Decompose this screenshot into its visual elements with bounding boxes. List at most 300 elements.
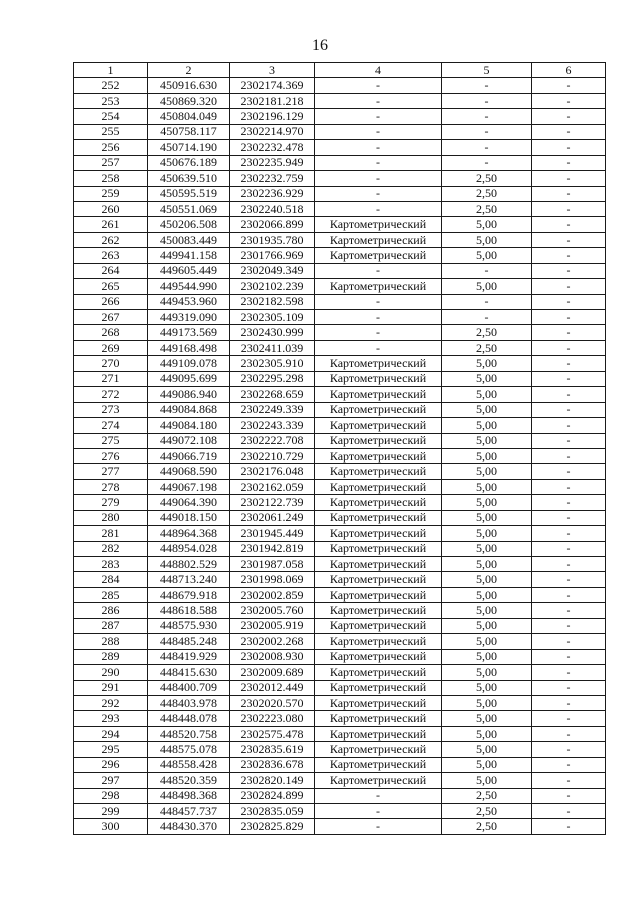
table-cell-col-5: 5,00 xyxy=(442,726,532,741)
table-cell-col-2: 450639.510 xyxy=(148,171,230,186)
table-cell-col-3: 2302162.059 xyxy=(230,479,315,494)
table-cell-col-4: - xyxy=(315,804,442,819)
table-cell-col-5: 5,00 xyxy=(442,433,532,448)
table-cell-col-1: 272 xyxy=(74,387,148,402)
table-cell-col-5: - xyxy=(442,294,532,309)
table-cell-col-2: 448713.240 xyxy=(148,572,230,587)
table-cell-col-5: 5,00 xyxy=(442,402,532,417)
table-row xyxy=(74,711,606,726)
table-cell-col-6: - xyxy=(532,819,606,834)
table-cell-col-1: 287 xyxy=(74,618,148,633)
table-cell-col-5: 5,00 xyxy=(442,649,532,664)
table-row xyxy=(74,819,606,834)
table-cell-col-6: - xyxy=(532,572,606,587)
table-row xyxy=(74,217,606,232)
table-cell-col-4: - xyxy=(315,819,442,834)
table-cell-col-3: 2302002.859 xyxy=(230,587,315,602)
table-row xyxy=(74,371,606,386)
table-cell-col-2: 448575.930 xyxy=(148,618,230,633)
table-cell-col-3: 2302232.478 xyxy=(230,140,315,155)
table-cell-col-3: 2302210.729 xyxy=(230,448,315,463)
table-cell-col-1: 288 xyxy=(74,634,148,649)
table-cell-col-6: - xyxy=(532,557,606,572)
column-header-4: 4 xyxy=(315,63,442,78)
table-row xyxy=(74,263,606,278)
table-cell-col-1: 276 xyxy=(74,448,148,463)
table-cell-col-2: 449168.498 xyxy=(148,340,230,355)
table-row xyxy=(74,186,606,201)
table-cell-col-3: 2301766.969 xyxy=(230,248,315,263)
table-cell-col-6: - xyxy=(532,310,606,325)
table-cell-col-1: 277 xyxy=(74,464,148,479)
table-cell-col-2: 450714.190 xyxy=(148,140,230,155)
table-row xyxy=(74,325,606,340)
table-cell-col-6: - xyxy=(532,325,606,340)
table-cell-col-5: - xyxy=(442,93,532,108)
table-cell-col-5: - xyxy=(442,124,532,139)
table-cell-col-2: 449544.990 xyxy=(148,279,230,294)
table-cell-col-6: - xyxy=(532,541,606,556)
table-cell-col-6: - xyxy=(532,726,606,741)
table-cell-col-4: Картометрический xyxy=(315,479,442,494)
table-cell-col-5: 2,50 xyxy=(442,819,532,834)
table-body xyxy=(74,78,606,834)
table-cell-col-1: 286 xyxy=(74,603,148,618)
table-cell-col-2: 448802.529 xyxy=(148,557,230,572)
table-row xyxy=(74,279,606,294)
table-cell-col-6: - xyxy=(532,124,606,139)
table-cell-col-2: 449068.590 xyxy=(148,464,230,479)
table-cell-col-1: 284 xyxy=(74,572,148,587)
table-cell-col-5: 5,00 xyxy=(442,526,532,541)
table-cell-col-4: Картометрический xyxy=(315,680,442,695)
table-cell-col-5: - xyxy=(442,310,532,325)
table-row xyxy=(74,232,606,247)
table-cell-col-6: - xyxy=(532,510,606,525)
table-cell-col-6: - xyxy=(532,402,606,417)
table-cell-col-3: 2302249.339 xyxy=(230,402,315,417)
table-cell-col-5: 2,50 xyxy=(442,325,532,340)
table-cell-col-2: 449067.198 xyxy=(148,479,230,494)
table-row xyxy=(74,479,606,494)
table-cell-col-2: 450758.117 xyxy=(148,124,230,139)
table-cell-col-3: 2302049.349 xyxy=(230,263,315,278)
table-cell-col-2: 448485.248 xyxy=(148,634,230,649)
table-cell-col-6: - xyxy=(532,788,606,803)
table-cell-col-4: Картометрический xyxy=(315,603,442,618)
table-row xyxy=(74,448,606,463)
column-header-1: 1 xyxy=(74,63,148,78)
table-cell-col-1: 278 xyxy=(74,479,148,494)
table-cell-col-1: 256 xyxy=(74,140,148,155)
table-cell-col-4: Картометрический xyxy=(315,572,442,587)
table-cell-col-3: 2301935.780 xyxy=(230,232,315,247)
table-row xyxy=(74,78,606,93)
table-cell-col-2: 448520.758 xyxy=(148,726,230,741)
table-cell-col-3: 2302411.039 xyxy=(230,340,315,355)
table-row xyxy=(74,557,606,572)
table-cell-col-6: - xyxy=(532,356,606,371)
table-row xyxy=(74,742,606,757)
table-cell-col-5: 5,00 xyxy=(442,665,532,680)
table-cell-col-4: - xyxy=(315,340,442,355)
table-row xyxy=(74,418,606,433)
table-cell-col-6: - xyxy=(532,155,606,170)
header-row xyxy=(74,63,606,78)
table-cell-col-3: 2301998.069 xyxy=(230,572,315,587)
table-cell-col-2: 449453.960 xyxy=(148,294,230,309)
table-cell-col-5: 5,00 xyxy=(442,557,532,572)
table-cell-col-1: 289 xyxy=(74,649,148,664)
table-cell-col-3: 2302835.619 xyxy=(230,742,315,757)
table-cell-col-4: - xyxy=(315,155,442,170)
table-cell-col-6: - xyxy=(532,109,606,124)
table-cell-col-5: 5,00 xyxy=(442,371,532,386)
table-row xyxy=(74,402,606,417)
table-row xyxy=(74,618,606,633)
table-row xyxy=(74,464,606,479)
table-cell-col-2: 449086.940 xyxy=(148,387,230,402)
table-cell-col-6: - xyxy=(532,140,606,155)
table-cell-col-4: - xyxy=(315,78,442,93)
table-cell-col-3: 2302820.149 xyxy=(230,773,315,788)
table-header xyxy=(74,63,606,78)
table-row xyxy=(74,433,606,448)
table-cell-col-4: - xyxy=(315,294,442,309)
table-cell-col-1: 257 xyxy=(74,155,148,170)
table-cell-col-1: 261 xyxy=(74,217,148,232)
table-cell-col-3: 2302214.970 xyxy=(230,124,315,139)
table-cell-col-5: 2,50 xyxy=(442,186,532,201)
table-cell-col-1: 296 xyxy=(74,757,148,772)
table-cell-col-1: 280 xyxy=(74,510,148,525)
table-cell-col-1: 285 xyxy=(74,587,148,602)
table-cell-col-5: 5,00 xyxy=(442,680,532,695)
table-row xyxy=(74,665,606,680)
table-cell-col-3: 2302181.218 xyxy=(230,93,315,108)
table-cell-col-3: 2301945.449 xyxy=(230,526,315,541)
coordinates-table xyxy=(73,62,606,835)
page-number: 16 xyxy=(312,37,328,54)
table-cell-col-1: 252 xyxy=(74,78,148,93)
table-cell-col-4: Картометрический xyxy=(315,649,442,664)
column-header-3: 3 xyxy=(230,63,315,78)
table-cell-col-1: 266 xyxy=(74,294,148,309)
table-cell-col-5: 2,50 xyxy=(442,788,532,803)
table-cell-col-6: - xyxy=(532,78,606,93)
table-row xyxy=(74,140,606,155)
table-cell-col-2: 450869.320 xyxy=(148,93,230,108)
table-cell-col-5: - xyxy=(442,78,532,93)
table-cell-col-2: 450916.630 xyxy=(148,78,230,93)
table-cell-col-2: 448964.368 xyxy=(148,526,230,541)
table-cell-col-4: Картометрический xyxy=(315,757,442,772)
table-cell-col-1: 293 xyxy=(74,711,148,726)
table-cell-col-5: 5,00 xyxy=(442,495,532,510)
table-cell-col-4: - xyxy=(315,325,442,340)
table-cell-col-1: 297 xyxy=(74,773,148,788)
table-cell-col-1: 290 xyxy=(74,665,148,680)
table-row xyxy=(74,695,606,710)
table-cell-col-6: - xyxy=(532,371,606,386)
table-cell-col-2: 448679.918 xyxy=(148,587,230,602)
table-cell-col-1: 282 xyxy=(74,541,148,556)
column-header-6: 6 xyxy=(532,63,606,78)
table-row xyxy=(74,124,606,139)
table-cell-col-5: 5,00 xyxy=(442,510,532,525)
table-row xyxy=(74,93,606,108)
table-cell-col-3: 2302430.999 xyxy=(230,325,315,340)
table-cell-col-2: 450595.519 xyxy=(148,186,230,201)
table-cell-col-5: 5,00 xyxy=(442,248,532,263)
table-cell-col-4: Картометрический xyxy=(315,711,442,726)
table-cell-col-5: 2,50 xyxy=(442,171,532,186)
table-cell-col-5: 5,00 xyxy=(442,773,532,788)
table-cell-col-4: Картометрический xyxy=(315,726,442,741)
table-cell-col-3: 2302066.899 xyxy=(230,217,315,232)
table-row xyxy=(74,587,606,602)
table-cell-col-4: - xyxy=(315,263,442,278)
table-cell-col-2: 448457.737 xyxy=(148,804,230,819)
table-cell-col-6: - xyxy=(532,680,606,695)
table-cell-col-5: - xyxy=(442,140,532,155)
table-cell-col-3: 2302240.518 xyxy=(230,201,315,216)
table-cell-col-4: Картометрический xyxy=(315,418,442,433)
table-cell-col-6: - xyxy=(532,695,606,710)
table-cell-col-6: - xyxy=(532,526,606,541)
table-cell-col-1: 263 xyxy=(74,248,148,263)
table-cell-col-2: 448400.709 xyxy=(148,680,230,695)
table-cell-col-1: 299 xyxy=(74,804,148,819)
table-cell-col-3: 2302002.268 xyxy=(230,634,315,649)
table-cell-col-1: 298 xyxy=(74,788,148,803)
table-cell-col-2: 449605.449 xyxy=(148,263,230,278)
table-cell-col-3: 2302174.369 xyxy=(230,78,315,93)
table-cell-col-2: 449095.699 xyxy=(148,371,230,386)
table-cell-col-1: 294 xyxy=(74,726,148,741)
table-cell-col-3: 2302268.659 xyxy=(230,387,315,402)
table-cell-col-2: 448403.978 xyxy=(148,695,230,710)
table-cell-col-2: 449084.180 xyxy=(148,418,230,433)
table-cell-col-3: 2301942.819 xyxy=(230,541,315,556)
table-cell-col-4: Картометрический xyxy=(315,618,442,633)
table-cell-col-4: Картометрический xyxy=(315,279,442,294)
table-cell-col-4: Картометрический xyxy=(315,387,442,402)
table-cell-col-5: 5,00 xyxy=(442,448,532,463)
table-cell-col-1: 271 xyxy=(74,371,148,386)
table-cell-col-6: - xyxy=(532,495,606,510)
table-cell-col-3: 2302824.899 xyxy=(230,788,315,803)
table-cell-col-4: Картометрический xyxy=(315,526,442,541)
table-cell-col-4: - xyxy=(315,788,442,803)
table-row xyxy=(74,109,606,124)
table-cell-col-2: 449066.719 xyxy=(148,448,230,463)
table-cell-col-6: - xyxy=(532,93,606,108)
table-cell-col-5: 5,00 xyxy=(442,232,532,247)
table-cell-col-5: 5,00 xyxy=(442,618,532,633)
table-cell-col-4: - xyxy=(315,140,442,155)
table-row xyxy=(74,310,606,325)
table-row xyxy=(74,356,606,371)
table-cell-col-1: 264 xyxy=(74,263,148,278)
table-cell-col-3: 2302102.239 xyxy=(230,279,315,294)
table-cell-col-4: Картометрический xyxy=(315,232,442,247)
table-cell-col-6: - xyxy=(532,433,606,448)
table-cell-col-4: Картометрический xyxy=(315,773,442,788)
table-cell-col-1: 291 xyxy=(74,680,148,695)
table-cell-col-5: 5,00 xyxy=(442,387,532,402)
table-cell-col-6: - xyxy=(532,773,606,788)
table-row xyxy=(74,572,606,587)
table-cell-col-6: - xyxy=(532,464,606,479)
table-cell-col-2: 449109.078 xyxy=(148,356,230,371)
table-cell-col-1: 254 xyxy=(74,109,148,124)
table-cell-col-2: 448575.078 xyxy=(148,742,230,757)
table-cell-col-6: - xyxy=(532,448,606,463)
table-cell-col-1: 283 xyxy=(74,557,148,572)
table-cell-col-2: 449941.158 xyxy=(148,248,230,263)
table-row xyxy=(74,603,606,618)
table-cell-col-2: 448498.368 xyxy=(148,788,230,803)
table-cell-col-2: 450083.449 xyxy=(148,232,230,247)
table-cell-col-1: 258 xyxy=(74,171,148,186)
table-cell-col-5: 5,00 xyxy=(442,217,532,232)
table-cell-col-1: 292 xyxy=(74,695,148,710)
table-cell-col-1: 275 xyxy=(74,433,148,448)
table-cell-col-6: - xyxy=(532,294,606,309)
table-cell-col-1: 268 xyxy=(74,325,148,340)
table-cell-col-5: 5,00 xyxy=(442,479,532,494)
table-row xyxy=(74,340,606,355)
table-cell-col-4: Картометрический xyxy=(315,464,442,479)
table-cell-col-6: - xyxy=(532,665,606,680)
table-cell-col-6: - xyxy=(532,217,606,232)
table-cell-col-4: - xyxy=(315,310,442,325)
table-row xyxy=(74,294,606,309)
column-header-2: 2 xyxy=(148,63,230,78)
table-cell-col-4: Картометрический xyxy=(315,448,442,463)
table-cell-col-4: Картометрический xyxy=(315,695,442,710)
table-cell-col-3: 2302575.478 xyxy=(230,726,315,741)
table-cell-col-4: Картометрический xyxy=(315,495,442,510)
table-cell-col-4: - xyxy=(315,93,442,108)
table-cell-col-6: - xyxy=(532,757,606,772)
table-cell-col-5: 2,50 xyxy=(442,804,532,819)
table-cell-col-3: 2302009.689 xyxy=(230,665,315,680)
table-cell-col-2: 448618.588 xyxy=(148,603,230,618)
table-cell-col-3: 2302012.449 xyxy=(230,680,315,695)
table-cell-col-5: 5,00 xyxy=(442,742,532,757)
table-cell-col-2: 448954.028 xyxy=(148,541,230,556)
table-cell-col-2: 448558.428 xyxy=(148,757,230,772)
table-cell-col-5: 5,00 xyxy=(442,464,532,479)
table-cell-col-6: - xyxy=(532,248,606,263)
table-cell-col-4: - xyxy=(315,124,442,139)
table-cell-col-6: - xyxy=(532,340,606,355)
table-row xyxy=(74,526,606,541)
table-cell-col-2: 448430.370 xyxy=(148,819,230,834)
table-row xyxy=(74,773,606,788)
table-cell-col-4: - xyxy=(315,186,442,201)
table-cell-col-1: 265 xyxy=(74,279,148,294)
table-cell-col-1: 270 xyxy=(74,356,148,371)
table-cell-col-3: 2302061.249 xyxy=(230,510,315,525)
table-cell-col-5: 5,00 xyxy=(442,541,532,556)
table-cell-col-2: 448415.630 xyxy=(148,665,230,680)
table-cell-col-6: - xyxy=(532,587,606,602)
table-cell-col-6: - xyxy=(532,279,606,294)
table-cell-col-3: 2302836.678 xyxy=(230,757,315,772)
table-cell-col-4: Картометрический xyxy=(315,541,442,556)
table-row xyxy=(74,726,606,741)
table-cell-col-2: 449018.150 xyxy=(148,510,230,525)
table-row xyxy=(74,510,606,525)
table-cell-col-3: 2302020.570 xyxy=(230,695,315,710)
table-cell-col-6: - xyxy=(532,263,606,278)
table-cell-col-6: - xyxy=(532,201,606,216)
table-cell-col-3: 2302223.080 xyxy=(230,711,315,726)
table-cell-col-4: - xyxy=(315,109,442,124)
table-cell-col-6: - xyxy=(532,649,606,664)
table-cell-col-6: - xyxy=(532,418,606,433)
table-row xyxy=(74,248,606,263)
table-cell-col-1: 255 xyxy=(74,124,148,139)
table-cell-col-5: 5,00 xyxy=(442,356,532,371)
table-row xyxy=(74,649,606,664)
table-cell-col-2: 450206.508 xyxy=(148,217,230,232)
table-cell-col-3: 2302235.949 xyxy=(230,155,315,170)
table-cell-col-4: Картометрический xyxy=(315,557,442,572)
table-cell-col-1: 269 xyxy=(74,340,148,355)
table-cell-col-5: - xyxy=(442,109,532,124)
table-row xyxy=(74,804,606,819)
table-cell-col-5: 5,00 xyxy=(442,587,532,602)
table-cell-col-1: 300 xyxy=(74,819,148,834)
table-cell-col-4: - xyxy=(315,171,442,186)
table-row xyxy=(74,387,606,402)
table-cell-col-5: 5,00 xyxy=(442,711,532,726)
table-cell-col-6: - xyxy=(532,603,606,618)
table-cell-col-6: - xyxy=(532,171,606,186)
table-row xyxy=(74,757,606,772)
table-cell-col-3: 2302825.829 xyxy=(230,819,315,834)
table-cell-col-4: Картометрический xyxy=(315,665,442,680)
table-cell-col-1: 267 xyxy=(74,310,148,325)
table-cell-col-6: - xyxy=(532,804,606,819)
table-cell-col-6: - xyxy=(532,742,606,757)
table-cell-col-2: 449064.390 xyxy=(148,495,230,510)
table-cell-col-1: 281 xyxy=(74,526,148,541)
table-cell-col-5: 5,00 xyxy=(442,695,532,710)
table-cell-col-5: 5,00 xyxy=(442,418,532,433)
table-cell-col-2: 449173.569 xyxy=(148,325,230,340)
table-cell-col-4: Картометрический xyxy=(315,371,442,386)
table-cell-col-6: - xyxy=(532,479,606,494)
table-cell-col-3: 2302196.129 xyxy=(230,109,315,124)
table-cell-col-3: 2302236.929 xyxy=(230,186,315,201)
table-cell-col-3: 2302305.910 xyxy=(230,356,315,371)
table-cell-col-5: 5,00 xyxy=(442,279,532,294)
table-cell-col-5: - xyxy=(442,155,532,170)
table-cell-col-5: - xyxy=(442,263,532,278)
table-cell-col-4: Картометрический xyxy=(315,587,442,602)
table-cell-col-3: 2302305.109 xyxy=(230,310,315,325)
table-cell-col-4: Картометрический xyxy=(315,217,442,232)
table-cell-col-4: Картометрический xyxy=(315,634,442,649)
table-cell-col-1: 262 xyxy=(74,232,148,247)
table-cell-col-2: 448520.359 xyxy=(148,773,230,788)
table-row xyxy=(74,495,606,510)
